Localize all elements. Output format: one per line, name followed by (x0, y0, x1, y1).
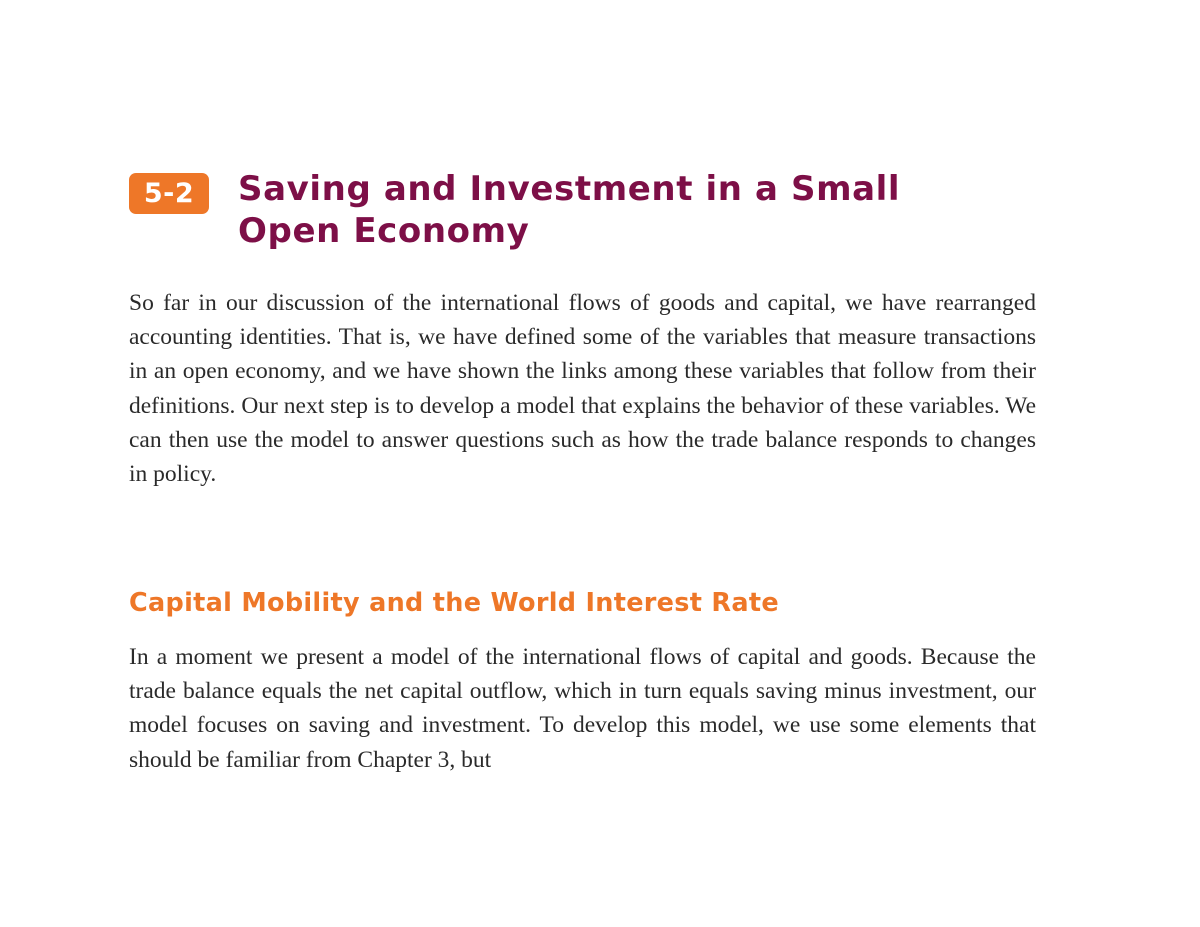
body-paragraph: In a moment we present a model of the international flows of capital and goods. Because the trade balance equals the net capital outflow, which in turn equals saving minus investment, our model focuses on saving and investment. To develop this model, we use some elements that should be familiar from Chapter 3, but (129, 644, 1036, 773)
section-title: Saving and Investment in a Small Open Economy (238, 169, 901, 251)
body-paragraph: So far in our discussion of the international flows of goods and capital, we have rearranged accounting identities. That is, we have defined some of the variables that measure transactions in an open economy, and we have shown the links among these variables that follow from their definitions. Our next step is to develop a model that explains the behavior of these variables. We can then use the model to answer questions such as how the trade balance responds to changes in policy. (129, 290, 1036, 488)
subsection-heading: Capital Mobility and the World Interest Rate (129, 588, 779, 618)
section-number-badge: 5-2 (129, 173, 209, 214)
